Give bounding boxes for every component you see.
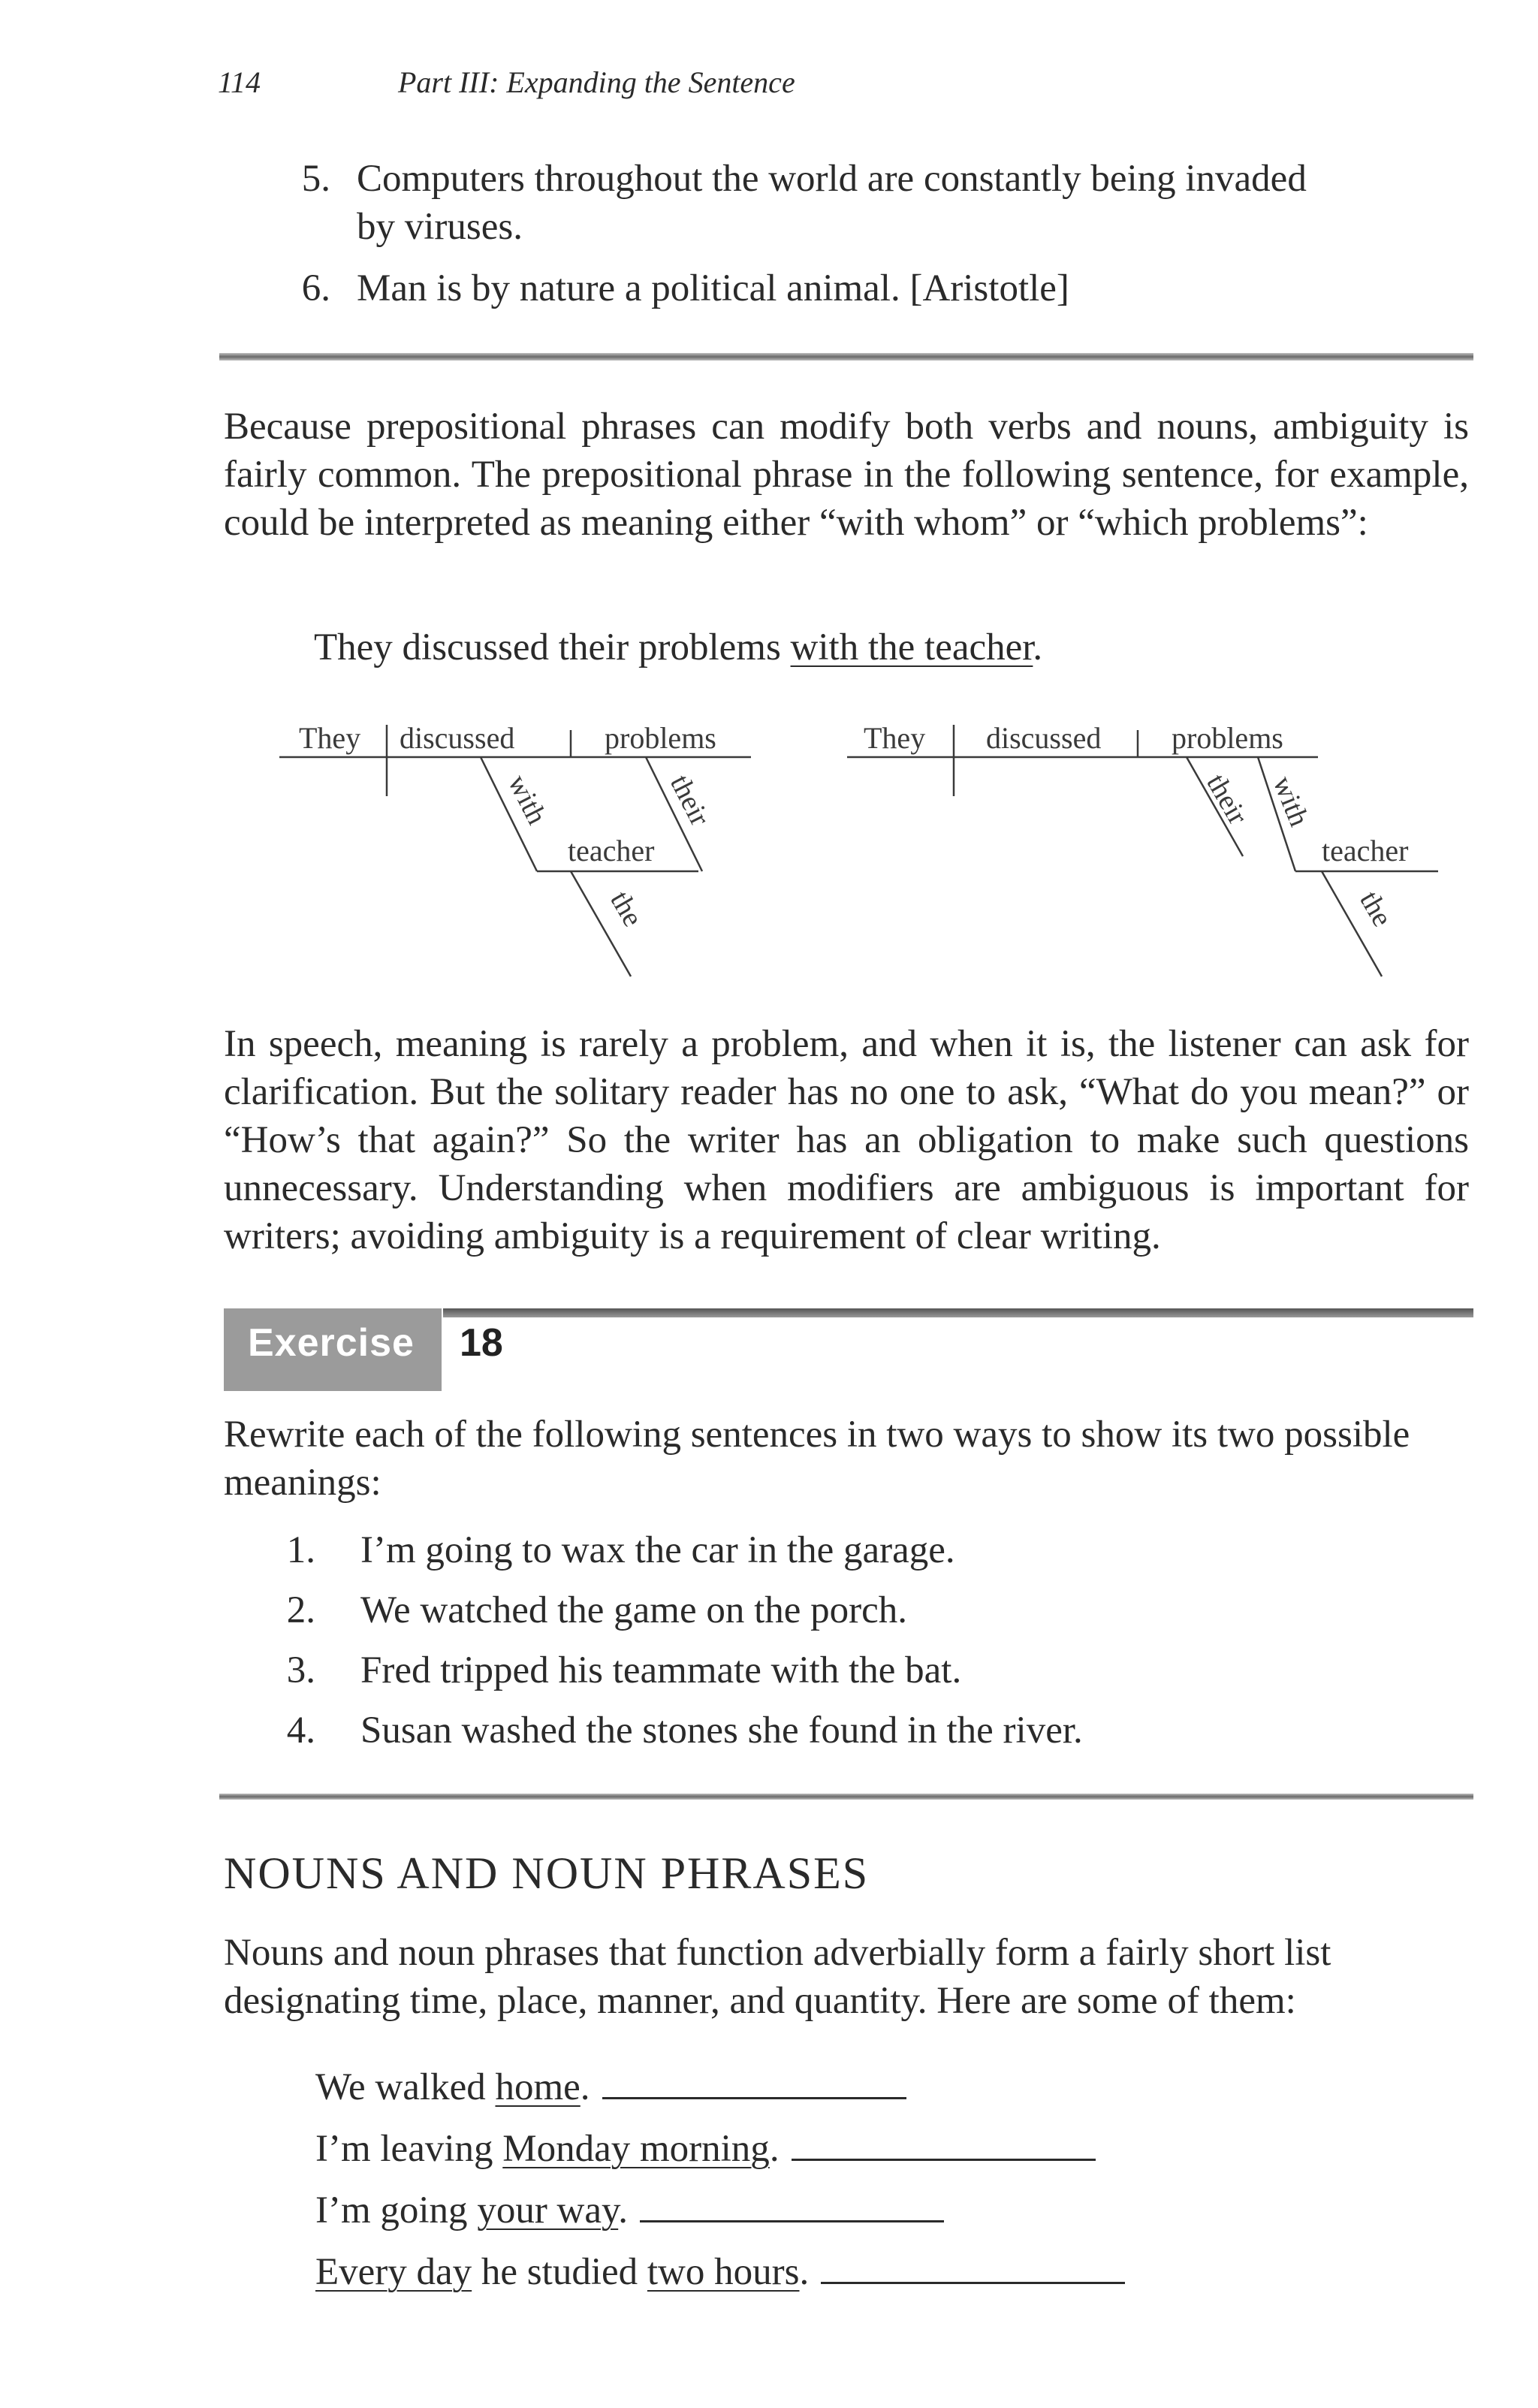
- answer-blank[interactable]: [792, 2126, 1096, 2161]
- list-text: Computers throughout the world are constantly being invaded: [357, 158, 1307, 200]
- example-text: I’m leaving: [315, 2128, 503, 2170]
- paragraph-speech: In speech, meaning is rarely a problem, and when it is, the listener can ask for clarification. But the solitary reader has no one to ask, “What do you mean?” or “How’s that again?” So the writer has an obligation to make such questions unnecessary. Understanding when modifiers are ambiguous is important for writers; avoiding ambiguity is a requirement of clear writing.: [224, 1023, 1469, 1257]
- diagram2-modifier: their: [1200, 768, 1254, 830]
- paragraph-ambiguity: Because prepositional phrases can modify both verbs and nouns, ambiguity is fairly common. The prepositional phrase in the following sentence, for example, could be interpreted as meaning either “with whom” or “which problems”:: [224, 406, 1469, 544]
- diagram2-preposition: with: [1266, 771, 1315, 831]
- diagram1-subject: They: [299, 721, 361, 755]
- diagram2-prep-object: teacher: [1322, 834, 1409, 868]
- example-underlined: Monday morning: [502, 2128, 770, 2170]
- diagram2-verb: discussed: [986, 721, 1102, 755]
- exercise-instructions: Rewrite each of the following sentences in two ways to show its two possible meanings:: [224, 1414, 1410, 1504]
- example-text: he studied: [472, 2251, 647, 2293]
- example-line: [315, 2064, 906, 2109]
- diagram1-verb: discussed: [400, 721, 515, 755]
- list-number: 5.: [301, 158, 330, 200]
- example-sentence-phrase: with the teacher: [790, 626, 1033, 668]
- example-underlined: Every day: [315, 2251, 472, 2293]
- paragraph-nouns: Nouns and noun phrases that function adverbially form a fairly short list designating time, place, manner, and quantity. Here are some of them:: [224, 1932, 1331, 2022]
- exercise-item-text: Fred tripped his teammate with the bat.: [360, 1649, 962, 1691]
- example-punct: .: [580, 2066, 590, 2108]
- example-line: [315, 2249, 1125, 2294]
- example-sentence-end: .: [1033, 626, 1043, 668]
- example-punct: .: [618, 2189, 628, 2231]
- list-text-continued: by viruses.: [357, 206, 523, 248]
- diagram2-object: problems: [1172, 721, 1283, 755]
- diagram1-article: the: [604, 886, 649, 932]
- example-underlined: home: [495, 2066, 581, 2108]
- diagram2-subject: They: [864, 721, 926, 755]
- exercise-rule: [443, 1308, 1473, 1317]
- diagram1-object: problems: [605, 721, 716, 755]
- exercise-item-text: We watched the game on the porch.: [360, 1589, 908, 1631]
- diagram1-modifier: their: [663, 770, 716, 831]
- diagram1-prep-object: teacher: [568, 834, 655, 868]
- example-sentence-start: They discussed their problems: [314, 626, 791, 668]
- list-text: Man is by nature a political animal. [Aristotle]: [357, 267, 1069, 309]
- exercise-end-divider: [219, 1794, 1473, 1800]
- exercise-item-number: 3.: [286, 1649, 315, 1691]
- answer-blank[interactable]: [602, 2064, 906, 2099]
- running-title: Part III: Expanding the Sentence: [398, 65, 795, 99]
- answer-blank[interactable]: [640, 2187, 944, 2222]
- example-line: [315, 2187, 944, 2232]
- exercise-label: Exercise: [248, 1321, 415, 1365]
- answer-blank[interactable]: [821, 2249, 1125, 2284]
- exercise-item-text: I’m going to wax the car in the garage.: [360, 1529, 955, 1571]
- exercise-item-text: Susan washed the stones she found in the river.: [360, 1709, 1083, 1752]
- example-text: I’m going: [315, 2189, 478, 2231]
- example-underlined: your way: [477, 2189, 619, 2231]
- exercise-item-number: 2.: [286, 1589, 315, 1631]
- page-number: 114: [218, 65, 261, 99]
- example-underlined: two hours: [647, 2251, 800, 2293]
- example-punct: .: [769, 2128, 780, 2170]
- exercise-number: 18: [460, 1321, 503, 1365]
- example-line: [315, 2126, 1096, 2171]
- section-heading: NOUNS AND NOUN PHRASES: [224, 1848, 870, 1898]
- list-number: 6.: [301, 267, 330, 309]
- example-punct: .: [799, 2251, 810, 2293]
- exercise-item-number: 1.: [286, 1529, 315, 1571]
- example-text: We walked: [315, 2066, 496, 2108]
- exercise-item-number: 4.: [286, 1709, 315, 1752]
- diagram1-preposition: with: [501, 770, 553, 830]
- diagram2-article: the: [1353, 886, 1398, 932]
